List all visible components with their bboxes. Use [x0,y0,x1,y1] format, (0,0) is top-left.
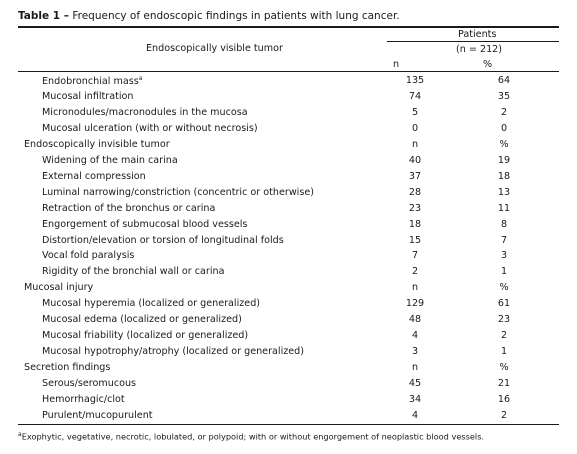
count-cell: n [411,138,419,150]
table-row [18,202,559,218]
count-cell: 34 [408,394,422,405]
row-label [24,362,110,373]
row-label [42,298,260,309]
row-label-text: Micronodules/macronodules in the mucosa [42,106,248,118]
count-cell: 28 [408,186,422,198]
table-footnote [18,431,484,442]
count-cell: 2 [411,266,419,278]
row-label-text: Retraction of the bronchus or carina [42,202,216,214]
footnote-marker: a [18,431,22,438]
row-label-text: Endoscopically invisible tumor [24,138,170,150]
count-cell: 129 [405,298,425,310]
row-label-text: External compression [42,170,146,182]
top-rule [18,26,559,28]
count-cell: 3 [411,346,419,358]
row-label [42,155,178,166]
percent-cell: 2 [500,106,508,118]
count-cell: 23 [408,202,422,214]
row-label-text: Rigidity of the bronchial wall or carina [42,266,225,278]
row-label [42,250,134,261]
footnote-text: Exophytic, vegetative, necrotic, lobulated, or polypoid; with or without engorgement of neoplastic blood vessels. [21,431,485,442]
section-row [18,138,559,154]
header-row-label: Endoscopically visible tumor [146,43,283,54]
row-label [42,314,242,325]
table-row [18,170,559,186]
percent-cell: 0 [500,122,508,134]
row-label-text: Endobronchial mass [42,76,139,88]
table-caption [18,10,400,22]
row-label [42,378,136,389]
count-cell: 40 [408,154,422,166]
table-row [18,393,559,409]
row-label [42,91,134,102]
row-label [42,346,304,357]
percent-cell: 8 [500,218,508,230]
table-row [18,186,559,202]
row-label-text: Mucosal edema (localized or generalized) [42,314,242,326]
row-label [42,410,153,421]
row-label-text: Mucosal infiltration [42,90,134,102]
row-label [42,187,314,198]
row-label-text: Engorgement of submucosal blood vessels [42,218,248,230]
header-rule [18,71,559,72]
row-label-text: Purulent/mucopurulent [42,409,153,421]
percent-cell: 19 [497,154,511,166]
percent-cell: 18 [497,170,511,182]
table-row [18,106,559,122]
bottom-rule [18,424,559,425]
row-label [24,282,93,293]
percent-cell: 1 [500,346,508,358]
header-patients: Patients [458,29,497,40]
row-label [42,219,247,230]
row-label [42,266,225,277]
percent-cell: 13 [497,186,511,198]
count-cell: 5 [411,106,419,118]
percent-cell: 1 [500,266,508,278]
row-label-text: Widening of the main carina [42,154,178,166]
table-row [18,249,559,265]
percent-cell: 11 [497,202,511,214]
table-row [18,345,559,361]
percent-cell: 2 [500,330,508,342]
row-label [42,394,125,405]
patients-rule [387,41,559,42]
percent-cell: % [499,282,509,294]
count-cell: 37 [408,170,422,182]
row-label [42,107,248,118]
row-label [42,235,284,246]
table-row [18,377,559,393]
count-cell: 48 [408,314,422,326]
count-cell: 15 [408,234,422,246]
percent-cell: 2 [500,409,508,421]
percent-cell: 61 [497,298,511,310]
count-cell: 0 [411,122,419,134]
row-label-text: Secretion findings [24,362,111,374]
count-cell: n [411,282,419,294]
table-row [18,90,559,106]
table-number: Table 1 – [18,10,69,22]
table-row [18,409,559,425]
footnote-reference: a [138,75,143,82]
percent-cell: 3 [500,250,508,262]
table-title: Frequency of endoscopic findings in patients with lung cancer. [69,10,400,22]
table-row [18,313,559,329]
row-label-text: Mucosal hyperemia (localized or generalized) [42,298,261,310]
count-cell: n [411,362,419,374]
table-row [18,122,559,138]
count-cell: 4 [411,330,419,342]
percent-cell: 16 [497,394,511,405]
row-label [24,139,170,150]
row-label-text: Serous/seromucous [42,378,137,390]
count-cell: 18 [408,218,422,230]
table-row [18,297,559,313]
table-row [18,74,559,90]
percent-cell: 23 [497,314,511,326]
table-row [18,234,559,250]
percent-cell: % [499,362,509,374]
row-label-text: Mucosal hypotrophy/atrophy (localized or generalized) [42,346,305,358]
row-label [42,123,258,134]
count-cell: 4 [411,409,419,421]
percent-cell: % [499,138,509,150]
percent-cell: 21 [497,378,511,390]
row-label-text: Mucosal injury [24,282,94,294]
count-cell: 45 [408,378,422,390]
row-label-text: Distortion/elevation or torsion of longitudinal folds [42,234,284,246]
section-row [18,361,559,377]
table-row [18,329,559,345]
row-label-text: Vocal fold paralysis [42,250,135,262]
count-cell: 7 [411,250,419,262]
row-label [42,203,215,214]
header-total: (n = 212) [456,44,503,55]
header-n: n [393,59,400,70]
section-row [18,281,559,297]
row-label-text: Hemorrhagic/clot [42,394,125,405]
table-row [18,265,559,281]
count-cell: 74 [408,90,422,102]
row-label [42,171,146,182]
header-percent: % [483,59,493,70]
percent-cell: 35 [497,90,511,102]
table-row [18,154,559,170]
row-label [42,330,248,341]
row-label [42,75,142,87]
count-cell: 135 [405,75,425,86]
row-label-text: Mucosal friability (localized or generalized) [42,330,249,342]
table-row [18,218,559,234]
row-label-text: Luminal narrowing/constriction (concentric or otherwise) [42,186,314,198]
row-label-text: Mucosal ulceration (with or without necrosis) [42,122,258,134]
percent-cell: 7 [500,234,508,246]
percent-cell: 64 [497,75,511,86]
